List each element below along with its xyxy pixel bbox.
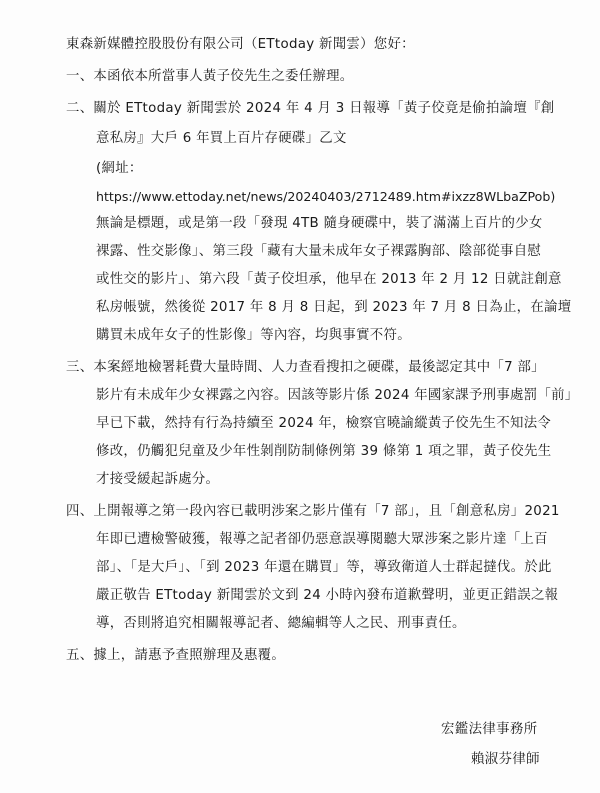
item-4-line-3: 部」、「是大戶」、「到 2023 年還在購買」等，導致衛道人士群起撻伐。於此 bbox=[96, 560, 552, 575]
item-2-line-2: 意私房』大戶 6 年買上百片存硬碟」乙文 bbox=[96, 131, 347, 146]
item-3-line-4: 修改，仍觸犯兒童及少年性剝削防制條例第 39 條第 1 項之罪，黃子佼先生 bbox=[96, 444, 552, 459]
item-4-line-4: 嚴正敬告 ETtoday 新聞雲於文到 24 小時內發布道歉聲明，並更正錯誤之報 bbox=[96, 588, 559, 603]
item-4-line-1: 四、上開報導之第一段內容已載明涉案之影片僅有「7 部」，且「創意私房」2021 bbox=[66, 504, 560, 519]
item-3-line-3: 早已下載，然持有行為持續至 2024 年，檢察官曉諭縱黃子佼先生不知法令 bbox=[96, 416, 552, 431]
item-2-url: https://www.ettoday.net/news/20240403/2712489.htm#ixzz8WLbaZPob) bbox=[96, 189, 556, 204]
item-3-line-2: 影片有未成年少女裸露之內容。因該等影片係 2024 年國家課予刑事處罰「前」 bbox=[96, 388, 579, 403]
item-5-line-1: 五、據上，請惠予查照辦理及惠覆。 bbox=[66, 648, 286, 663]
lawyer-name: 賴淑芬律師 bbox=[471, 752, 540, 767]
item-4-line-5: 導，否則將追究相關報導記者、總編輯等人之民、刑事責任。 bbox=[96, 616, 466, 631]
item-2-line-9: 購買未成年女子的性影像」等內容，均與事實不符。 bbox=[96, 328, 411, 343]
item-2-line-6: 裸露、性交影像」、第三段「藏有大量未成年女子裸露胸部、陰部從事自慰 bbox=[96, 244, 542, 259]
salutation: 東森新媒體控股股份有限公司（ETtoday 新聞雲）您好： bbox=[66, 37, 415, 52]
law-firm-name: 宏鑑法律事務所 bbox=[441, 722, 538, 737]
item-2-line-3: (網址： bbox=[96, 161, 143, 176]
item-3-line-5: 才接受緩起訴處分。 bbox=[96, 472, 220, 487]
item-2-line-8: 私房帳號，然後從 2017 年 8 月 8 日起，到 2023 年 7 月 8 日為止，在論壇 bbox=[96, 300, 572, 315]
item-3-line-1: 三、本案經地檢署耗費大量時間、人力查看搜扣之硬碟，最後認定其中「7 部」 bbox=[66, 360, 545, 375]
item-1-line-1: 一、本函依本所當事人黃子佼先生之委任辦理。 bbox=[66, 69, 354, 84]
item-2-line-7: 或性交的影片」、第六段「黃子佼坦承，他早在 2013 年 2 月 12 日就註創意 bbox=[96, 272, 562, 287]
item-2-line-5: 無論是標題，或是第一段「發現 4TB 隨身硬碟中，裝了滿滿上百片的少女 bbox=[96, 216, 543, 231]
item-2-line-1: 二、關於 ETtoday 新聞雲於 2024 年 4 月 3 日報導「黃子佼竟是偷拍論壇『創 bbox=[66, 101, 555, 116]
item-4-line-2: 年即已遭檢警破獲，報導之記者卻仍惡意誤導閱聽大眾涉案之影片達「上百 bbox=[96, 532, 548, 547]
